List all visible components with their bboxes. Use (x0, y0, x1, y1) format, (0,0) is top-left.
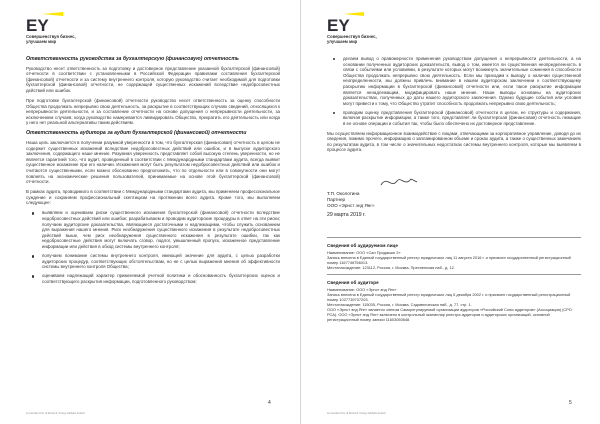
ey-logo-icon (26, 12, 64, 34)
right-content (327, 56, 581, 322)
ey-tagline: Совершенствуя бизнес, улучшаем мир (26, 34, 76, 44)
list-item: делаем вывод о правомерности применения руководством допущения о непрерывности деятельности, а на основании полученных аудиторских доказательств, вывод о том, имеется ли существенная неопределенность в связи с событиями или условиями, в результате которых могут возникнуть значительные сомнения в способности Общества продолжать непрерывно свою деятельность. Если мы приходим к выводу о наличии существенной неопределенности, мы должны привлечь внимание в нашем аудиторском заключении к соответствующему раскрытию информации в бухгалтерской (финансовой) отчетности или, если такое раскрытие информации является ненадлежащим, модифицировать наше мнение. Наши выводы основаны на аудиторских доказательствах, полученных до даты нашего аудиторского заключения. Однако будущие события или условия могут привести к тому, что Общество утратит способность продолжать непрерывно свою деятельность; (343, 56, 581, 106)
auditor-line: Местонахождение: 115035, Россия, г. Москва, Садовническая наб., д. 77, стр. 1. (327, 302, 472, 307)
list-item: проводим оценку представления бухгалтерской (финансовой) отчетности в целом, ее структуры и содержания, включая раскрытие информации, а также того, представляет ли бухгалтерская (финансовая) отчетность лежащие в ее основе операции и события так, чтобы было обеспечено их достоверное представление. (343, 109, 581, 127)
paragraph: Руководство несет ответственность за подготовку и достоверное представление указанной бухгалтерской (финансовой) отчетности в соответствии с установленными в Российской Федерации правилами составления бухгалтерской (финансовой) отчетности и за систему внутреннего контроля, которую руководство считает необходимой для подготовки бухгалтерской (финансовой) отчетности, не содержащей существенных искажений вследствие недобросовестных действий или ошибок. (26, 65, 280, 93)
section-title-auditor: Ответственность аудитора за аудит бухгалтерской (финансовой) отчетности (26, 130, 247, 137)
paragraph: При подготовке бухгалтерской (финансовой) отчетности руководство несет ответственность за оценку способности Общества продолжать непрерывно свою деятельность, за раскрытие в соответствующих случаях сведений, относящихся к непрерывности деятельности, и за составление отчетности на основе допущения о непрерывности деятельности, за исключением случаев, когда руководство намеревается ликвидировать Общество, прекратить его деятельность или когда у него нет реальной альтернативы таким действиям. (26, 97, 280, 126)
divider (327, 274, 581, 275)
entity-line: Местонахождение: 123112, Россия, г. Москва, Пресненская наб., д. 12. (327, 265, 455, 270)
paragraph: Наша цель заключается в получении разумной уверенности в том, что бухгалтерская (финансовая) отчетность в целом не содержит существенных искажений вследствие недобросовестных действий или ошибок, и в выпуске аудиторского заключения, содержащего наше мнение. Разумная уверенность представляет собой высокую степень уверенности, но не является гарантией того, что аудит, проведенный в соответствии с Международными стандартами аудита, всегда выявит существенное искажение при его наличии. Искажения могут быть результатом недобросовестных действий или ошибок и считаются существенными, если можно обоснованно предположить, что по отдельности или в совокупности они могут повлиять на экономические решения пользователей, принимаемые на основе этой бухгалтерской (финансовой) отчетности. (26, 139, 280, 185)
entity-line: Наименование: ООО «Сан Продакшн 2» (327, 250, 401, 255)
signer-org: ООО «Эрнст энд Янг» (327, 203, 375, 208)
auditor-section-title: Сведения об аудиторе (327, 280, 379, 285)
report-date: 29 марта 2019 г. (327, 212, 366, 218)
list-item: оцениваем надлежащий характер применяемой учетной политики и обоснованность бухгалтерских оценок и соответствующего раскрытия информации, подготовленного руководством; (42, 273, 280, 284)
list-item: получаем понимание системы внутреннего контроля, имеющей значение для аудита, с целью разработки аудиторских процедур, соответствующих обстоятельствам, но не с целью выражения мнения об эффективности системы внутреннего контроля Общества; (42, 253, 280, 270)
signature-block (327, 167, 581, 219)
entity-line: Запись внесена в Единый государственный реестр юридических лиц 11 августа 2016 г. и присвоен государственный регистрационный номер 1167746756013. (327, 255, 571, 265)
page-footer: A member firm of Ernst & Young Global Limited (26, 411, 85, 415)
auditor-line: ООО «Эрнст энд Янг» является членом Саморегулируемой организации аудиторов «Российский Союз аудиторов» (Ассоциация) (СРО РСА). ООО «Эрнст энд Янг» включено в контрольный экземпляр реестра аудиторов и аудиторских организаций, основной регистрационный номер записи 11603050648. (327, 307, 572, 322)
divider (327, 237, 581, 238)
ey-logo (327, 12, 387, 52)
ey-logo (26, 12, 86, 52)
page-number: 4 (268, 400, 271, 406)
auditor-line: Наименование: ООО «Эрнст энд Янг» (327, 287, 397, 292)
list-item: выявляем и оцениваем риски существенного искажения бухгалтерской (финансовой) отчетности вследствие недобросовестных действий или ошибок; разрабатываем и проводим аудиторские процедуры в ответ на эти риски; получаем аудиторские доказательства, являющиеся достаточными и надлежащими, чтобы служить основанием для выражения нашего мнения. Риск необнаружения существенного искажения в результате недобросовестных действий выше, чем риск необнаружения существенного искажения в результате ошибки, так как недобросовестные действия могут включать сговор, подлог, умышленный пропуск, искаженное представление информации или действия в обход системы внутреннего контроля; (42, 210, 280, 250)
entity-section-title: Сведения об аудируемом лице (327, 243, 398, 248)
page-right (300, 0, 600, 424)
page-number: 5 (569, 400, 572, 406)
bullet-list (327, 56, 581, 127)
svg-text:EY: EY (26, 16, 49, 34)
page-footer: A member firm of Ernst & Young Global Limited (327, 411, 386, 415)
signature-icon (379, 173, 419, 191)
auditor-line: Запись внесена в Единый государственный реестр юридических лиц 5 декабря 2002 г. и присвоен государственный регистрационный номер 1027739707203. (327, 292, 571, 302)
paragraph: В рамках аудита, проводимого в соответствии с Международными стандартами аудита, мы применяем профессиональное суждение и сохраняем профессиональный скептицизм на протяжении всего аудита. Кроме того, мы выполняем следующее: (26, 189, 280, 206)
bullet-list (26, 210, 280, 284)
ey-tagline: Совершенствуя бизнес, улучшаем мир (327, 34, 377, 44)
section-title-management: Ответственность руководства за бухгалтерскую (финансовую) отчетность (26, 56, 240, 62)
paragraph: Мы осуществляем информационное взаимодействие с лицами, отвечающими за корпоративное управление, доводя до их сведения, помимо прочего, информацию о запланированном объеме и сроках аудита, а также о существенных замечаниях по результатам аудита, в том числе о значительных недостатках системы внутреннего контроля, которые мы выявляем в процессе аудита. (327, 130, 581, 153)
svg-text:EY: EY (327, 16, 350, 34)
signer-role: Партнер (327, 197, 346, 202)
left-content (26, 56, 280, 289)
ey-logo-icon (327, 12, 365, 34)
signer-name: Т.П. Околотина (327, 191, 360, 196)
